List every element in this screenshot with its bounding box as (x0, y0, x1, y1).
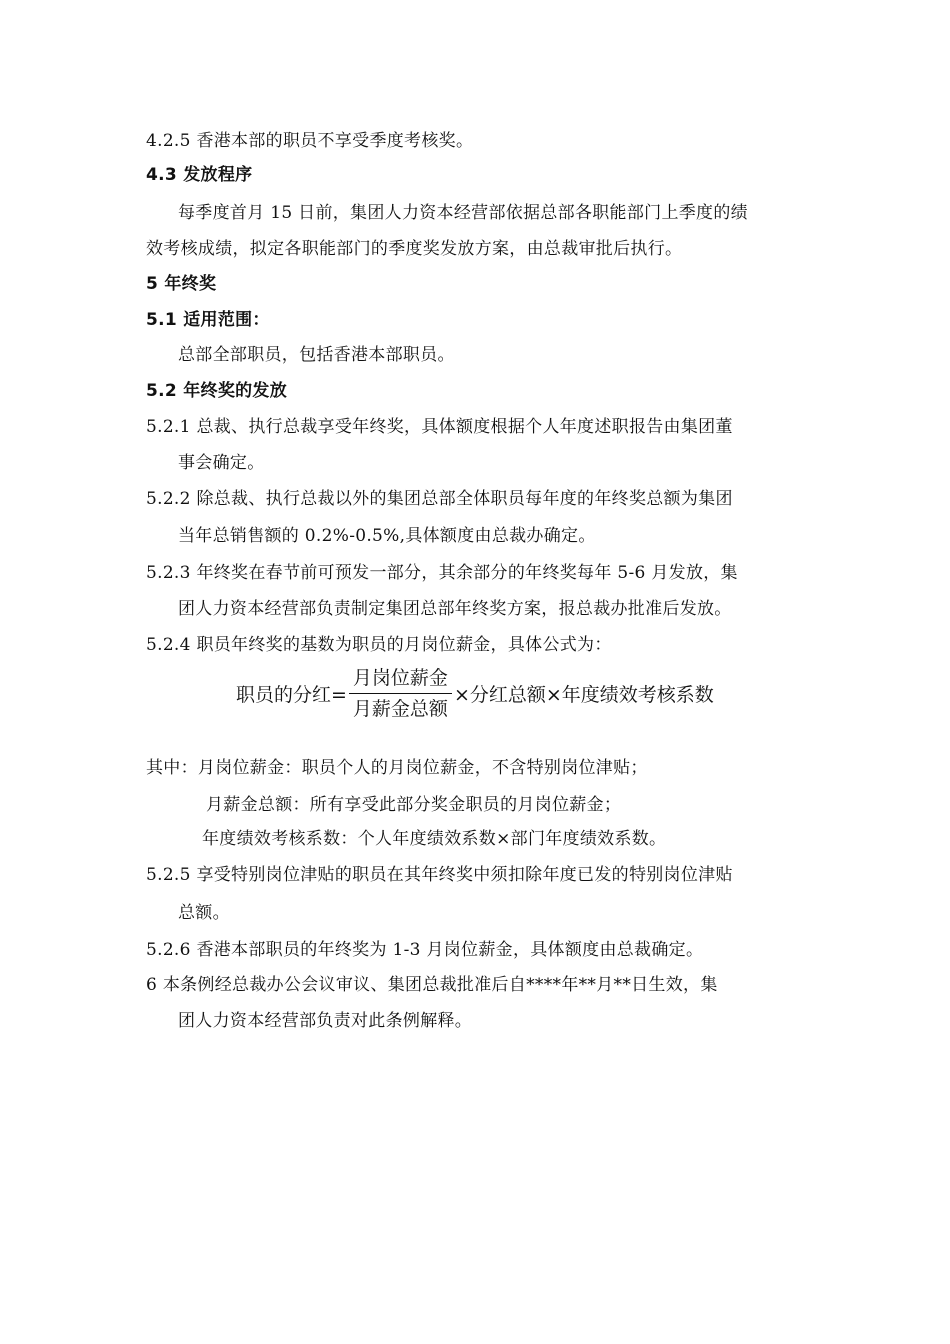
clause-5-2-1-line1: 5.2.1 总裁、执行总裁享受年终奖，具体额度根据个人年度述职报告由集团董 (146, 417, 733, 437)
heading-5: 5 年终奖 (146, 274, 217, 294)
clause-5-2-4: 5.2.4 职员年终奖的基数为职员的月岗位薪金，具体公式为： (146, 635, 612, 655)
clause-5-2-1-line2: 事会确定。 (178, 453, 265, 473)
heading-5-2: 5.2 年终奖的发放 (146, 381, 288, 401)
note-monthly-salary: 其中：月岗位薪金：职员个人的月岗位薪金，不含特别岗位津贴； (146, 758, 648, 778)
clause-5-2-3-line2: 团人力资本经营部负责制定集团总部年终奖方案，报总裁办批准后发放。 (178, 599, 732, 619)
clause-5-2-5-line1: 5.2.5 享受特别岗位津贴的职员在其年终奖中须扣除年度已发的特别岗位津贴 (146, 865, 733, 885)
clause-5-2-2-line2: 当年总销售额的 0.2%-0.5%,具体额度由总裁办确定。 (178, 526, 596, 546)
clause-5-2-5-line2: 总额。 (178, 903, 230, 923)
clause-5-2-3-line1: 5.2.3 年终奖在春节前可预发一部分，其余部分的年终奖每年 5-6 月发放，集 (146, 563, 738, 583)
note-salary-total: 月薪金总额：所有享受此部分奖金职员的月岗位薪金； (206, 795, 622, 815)
clause-5-2-2-line1: 5.2.2 除总裁、执行总裁以外的集团总部全体职员每年度的年终奖总额为集团 (146, 489, 733, 509)
clause-5-2-6: 5.2.6 香港本部职员的年终奖为 1-3 月岗位薪金，具体额度由总裁确定。 (146, 940, 704, 960)
clause-6-line1: 6 本条例经总裁办公会议审议、集团总裁批准后自****年**月**日生效，集 (146, 975, 718, 995)
formula-lhs: 职员的分红= (236, 683, 347, 706)
heading-4-3: 4.3 发放程序 (146, 165, 253, 185)
heading-5-1: 5.1 适用范围： (146, 310, 270, 330)
paragraph-4-3-line1: 每季度首月 15 日前，集团人力资本经营部依据总部各职能部门上季度的绩 (178, 203, 748, 223)
clause-6-line2: 团人力资本经营部负责对此条例解释。 (178, 1011, 473, 1031)
formula-rhs: ×分红总额×年度绩效考核系数 (453, 683, 714, 706)
formula-denominator: 月薪金总额 (352, 697, 448, 720)
formula-numerator: 月岗位薪金 (349, 666, 452, 694)
paragraph-4-3-line2: 效考核成绩，拟定各职能部门的季度奖发放方案，由总裁审批后执行。 (146, 239, 683, 259)
bonus-formula (236, 662, 714, 724)
clause-4-2-5: 4.2.5 香港本部的职员不享受季度考核奖。 (146, 131, 474, 151)
formula-fraction (349, 666, 452, 721)
paragraph-5-1: 总部全部职员，包括香港本部职员。 (178, 345, 455, 365)
note-performance-coefficient: 年度绩效考核系数：个人年度绩效系数×部门年度绩效系数。 (202, 829, 667, 849)
